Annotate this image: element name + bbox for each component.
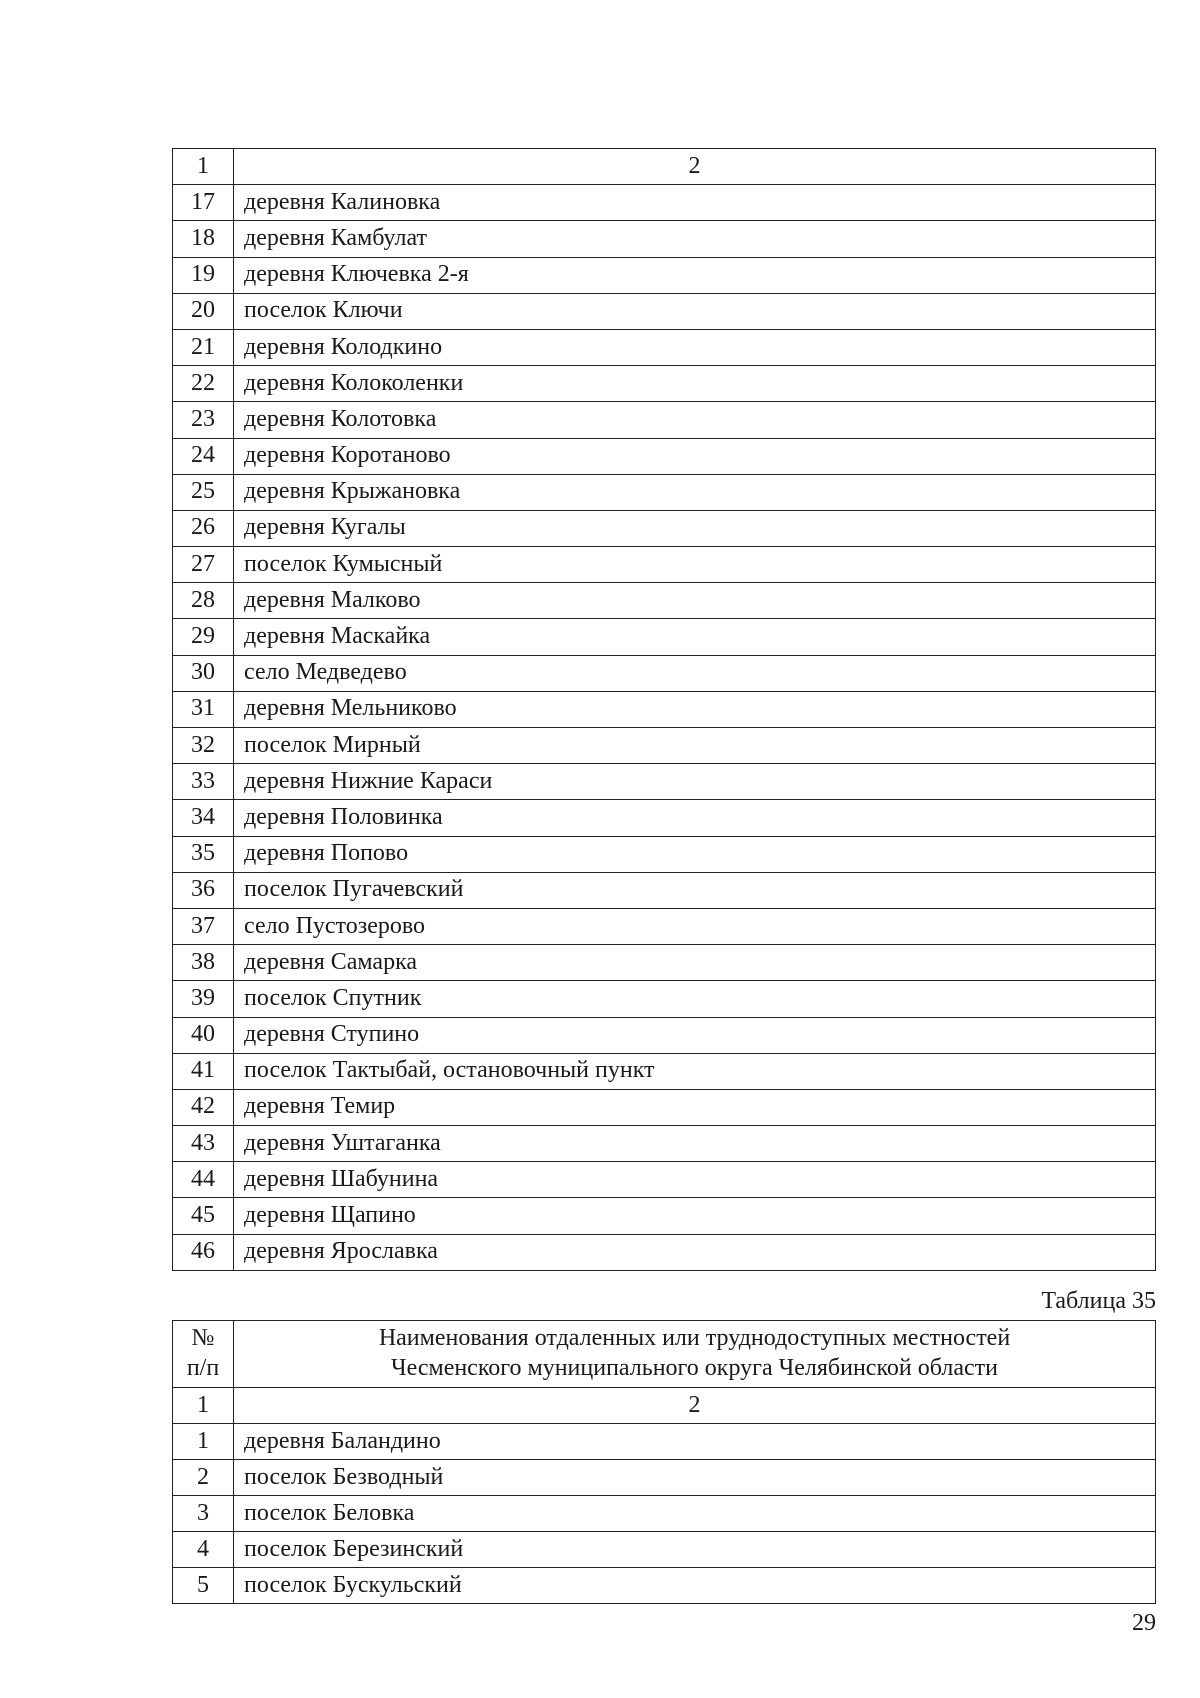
table-row — [173, 728, 1156, 764]
table-row — [173, 402, 1156, 438]
row-number-cell: 5 — [173, 1568, 234, 1604]
table-row — [173, 764, 1156, 800]
table-row — [173, 691, 1156, 727]
table-row — [173, 293, 1156, 329]
row-number-cell: 38 — [173, 945, 234, 981]
row-number-cell: 19 — [173, 257, 234, 293]
row-number-cell: 31 — [173, 691, 234, 727]
row-number-cell: 1 — [173, 1424, 234, 1460]
locality-name-cell: деревня Колоколенки — [234, 366, 1156, 402]
table-row — [173, 1568, 1156, 1604]
table-row — [173, 547, 1156, 583]
heading-line: Чесменского муниципального округа Челябинской области — [391, 1355, 998, 1381]
table-row — [173, 221, 1156, 257]
locality-name-cell: деревня Малково — [234, 583, 1156, 619]
locality-name-cell: поселок Безводный — [234, 1460, 1156, 1496]
heading-line: № — [191, 1325, 215, 1351]
locality-name-cell: деревня Калиновка — [234, 185, 1156, 221]
row-number-cell: 2 — [173, 1460, 234, 1496]
table-row — [173, 1234, 1156, 1270]
locality-table-continued — [172, 148, 1156, 1271]
locality-name-cell: село Пустозерово — [234, 908, 1156, 944]
locality-name-cell: деревня Кугалы — [234, 510, 1156, 546]
locality-name-cell: деревня Шабунина — [234, 1162, 1156, 1198]
table-row — [173, 185, 1156, 221]
heading-line: Наименования отдаленных или труднодоступных местностей — [378, 1325, 1011, 1351]
row-number-cell: 17 — [173, 185, 234, 221]
column-number-cell: 2 — [234, 1388, 1156, 1424]
row-number-cell: 24 — [173, 438, 234, 474]
row-number-cell: 44 — [173, 1162, 234, 1198]
table-row — [173, 1053, 1156, 1089]
row-number-cell: 41 — [173, 1053, 234, 1089]
row-number-cell: 45 — [173, 1198, 234, 1234]
row-number-cell: 46 — [173, 1234, 234, 1270]
row-number-cell: 39 — [173, 981, 234, 1017]
table-header-row — [173, 149, 1156, 185]
locality-name-cell: село Медведево — [234, 655, 1156, 691]
table-row — [173, 655, 1156, 691]
locality-name-cell: поселок Пугачевский — [234, 872, 1156, 908]
table-row — [173, 981, 1156, 1017]
table-row — [173, 329, 1156, 365]
table-row — [173, 1424, 1156, 1460]
table-head-row — [173, 1321, 1156, 1388]
locality-name-cell: поселок Ключи — [234, 293, 1156, 329]
row-number-cell: 22 — [173, 366, 234, 402]
locality-name-cell: поселок Кумысный — [234, 547, 1156, 583]
locality-name-cell: деревня Колодкино — [234, 329, 1156, 365]
column-number-cell: 2 — [234, 149, 1156, 185]
locality-name-cell: деревня Мельниково — [234, 691, 1156, 727]
row-number-cell: 18 — [173, 221, 234, 257]
column-number-cell: 1 — [173, 149, 234, 185]
locality-name-cell: деревня Камбулат — [234, 221, 1156, 257]
row-number-cell: 21 — [173, 329, 234, 365]
locality-name-cell: деревня Ярославка — [234, 1234, 1156, 1270]
locality-name-cell: деревня Маскайка — [234, 619, 1156, 655]
table-row — [173, 1460, 1156, 1496]
row-number-cell: 4 — [173, 1532, 234, 1568]
row-number-cell: 36 — [173, 872, 234, 908]
row-number-cell: 26 — [173, 510, 234, 546]
table-row — [173, 1017, 1156, 1053]
row-number-cell: 28 — [173, 583, 234, 619]
table-row — [173, 474, 1156, 510]
locality-name-cell: деревня Попово — [234, 836, 1156, 872]
table-row — [173, 908, 1156, 944]
row-number-cell: 42 — [173, 1089, 234, 1125]
locality-name-cell: поселок Тактыбай, остановочный пункт — [234, 1053, 1156, 1089]
page-number: 29 — [1132, 1610, 1156, 1636]
table-row — [173, 257, 1156, 293]
table-row — [173, 510, 1156, 546]
row-number-cell: 40 — [173, 1017, 234, 1053]
table-row — [173, 836, 1156, 872]
table-row — [173, 438, 1156, 474]
table-row — [173, 800, 1156, 836]
table-row — [173, 1496, 1156, 1532]
row-number-cell: 27 — [173, 547, 234, 583]
locality-name-cell: деревня Темир — [234, 1089, 1156, 1125]
row-number-cell: 43 — [173, 1126, 234, 1162]
number-column-heading — [173, 1321, 234, 1388]
table-row — [173, 945, 1156, 981]
column-number-cell: 1 — [173, 1388, 234, 1424]
locality-name-cell: поселок Бускульский — [234, 1568, 1156, 1604]
table-row — [173, 1162, 1156, 1198]
row-number-cell: 25 — [173, 474, 234, 510]
locality-name-cell: деревня Коротаново — [234, 438, 1156, 474]
row-number-cell: 35 — [173, 836, 234, 872]
locality-name-cell: деревня Колотовка — [234, 402, 1156, 438]
locality-name-cell: деревня Щапино — [234, 1198, 1156, 1234]
table-row — [173, 1089, 1156, 1125]
locality-name-cell: поселок Березинский — [234, 1532, 1156, 1568]
locality-name-cell: деревня Крыжановка — [234, 474, 1156, 510]
row-number-cell: 29 — [173, 619, 234, 655]
name-column-heading — [234, 1321, 1156, 1388]
row-number-cell: 3 — [173, 1496, 234, 1532]
row-number-cell: 34 — [173, 800, 234, 836]
table-row — [173, 583, 1156, 619]
locality-name-cell: деревня Ключевка 2-я — [234, 257, 1156, 293]
locality-name-cell: деревня Баландино — [234, 1424, 1156, 1460]
locality-name-cell: деревня Уштаганка — [234, 1126, 1156, 1162]
locality-name-cell: поселок Мирный — [234, 728, 1156, 764]
table-row — [173, 1198, 1156, 1234]
locality-name-cell: деревня Нижние Караси — [234, 764, 1156, 800]
table-row — [173, 1126, 1156, 1162]
locality-name-cell: поселок Спутник — [234, 981, 1156, 1017]
heading-line: п/п — [186, 1355, 220, 1381]
table-header-row — [173, 1388, 1156, 1424]
row-number-cell: 32 — [173, 728, 234, 764]
locality-table-35 — [172, 1320, 1156, 1604]
table-row — [173, 1532, 1156, 1568]
row-number-cell: 23 — [173, 402, 234, 438]
row-number-cell: 37 — [173, 908, 234, 944]
table-row — [173, 366, 1156, 402]
table-caption: Таблица 35 — [1041, 1288, 1156, 1314]
row-number-cell: 20 — [173, 293, 234, 329]
row-number-cell: 30 — [173, 655, 234, 691]
locality-name-cell: деревня Ступино — [234, 1017, 1156, 1053]
locality-name-cell: поселок Беловка — [234, 1496, 1156, 1532]
locality-name-cell: деревня Половинка — [234, 800, 1156, 836]
table-row — [173, 619, 1156, 655]
locality-name-cell: деревня Самарка — [234, 945, 1156, 981]
row-number-cell: 33 — [173, 764, 234, 800]
table-row — [173, 872, 1156, 908]
